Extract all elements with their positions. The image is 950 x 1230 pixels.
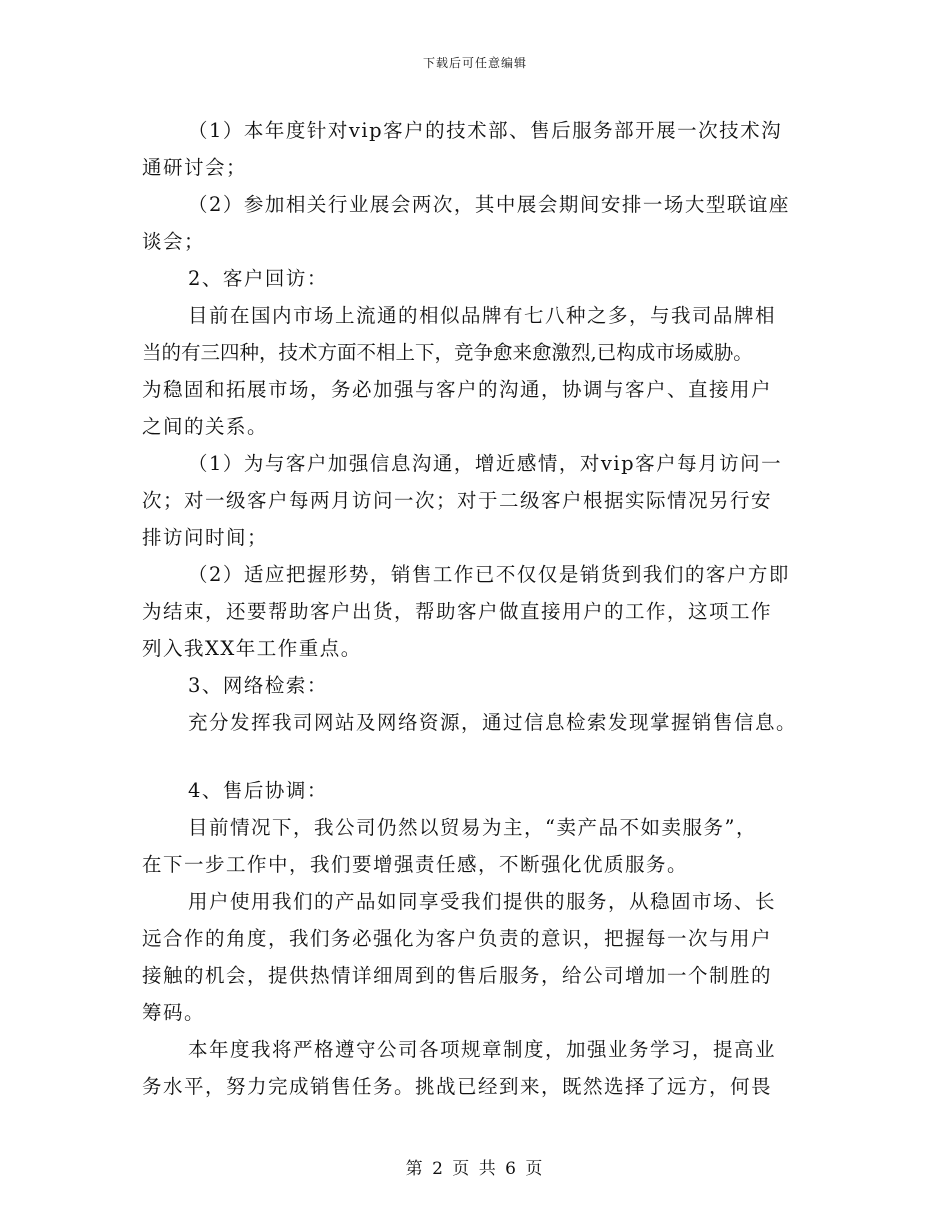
text-line: 接触的机会，提供热情详细周到的售后服务，给公司增加一个制胜的 [142, 964, 773, 987]
text-line: 充分发挥我司网站及网络资源，通过信息检索发现掌握销售信息。 [188, 711, 798, 734]
text-line: 谈会； [142, 230, 206, 253]
text-line: （2）参加相关行业展会两次，其中展会期间安排一场大型联谊座 [188, 193, 790, 216]
text-line: 目前在国内市场上流通的相似品牌有七八种之多，与我司品牌相 [188, 304, 777, 327]
text-line: 为稳固和拓展市场，务必加强与客户的沟通，协调与客户、直接用户 [142, 378, 773, 401]
text-line: 排访问时间； [142, 526, 269, 549]
text-line: （1）本年度针对vip客户的技术部、售后服务部开展一次技术沟 [188, 119, 783, 142]
section-heading: 4、售后协调： [188, 779, 328, 802]
text-line: 远合作的角度，我们务必强化为客户负责的意识，把握每一次与用户 [142, 927, 773, 950]
text-line: 当的有三四种，技术方面不相上下，竞争愈来愈激烈,已构成市场威胁。 [142, 341, 753, 364]
text-line: 筹码。 [142, 1001, 206, 1024]
text-line: 目前情况下，我公司仍然以贸易为主，“卖产品不如卖服务”， [188, 816, 757, 839]
text-line: 务水平，努力完成销售任务。挑战已经到来，既然选择了远方，何畏 [142, 1075, 773, 1098]
text-line: （1）为与客户加强信息沟通，增近感情，对vip客户每月访问一 [188, 452, 783, 475]
text-line: 在下一步工作中，我们要增强责任感，不断强化优质服务。 [142, 853, 689, 876]
text-line: 次；对一级客户每两月访问一次；对于二级客户根据实际情况另行安 [142, 489, 773, 512]
page-header: 下载后可任意编辑 [422, 56, 527, 70]
text-line: 用户使用我们的产品如同享受我们提供的服务，从稳固市场、长 [188, 890, 777, 913]
section-heading: 3、网络检索： [188, 674, 328, 697]
page-footer: 第 2 页 共 6 页 [405, 1159, 545, 1179]
text-line: 通研讨会； [142, 156, 248, 179]
section-heading: 2、客户回访： [188, 267, 328, 290]
text-line: 本年度我将严格遵守公司各项规章制度，加强业务学习，提高业 [188, 1038, 777, 1061]
text-line: 列入我XX年工作重点。 [142, 637, 362, 660]
text-line: 为结束，还要帮助客户出货，帮助客户做直接用户的工作，这项工作 [142, 600, 773, 623]
text-line: （2）适应把握形势，销售工作已不仅仅是销货到我们的客户方即 [188, 563, 790, 586]
text-line: 之间的关系。 [142, 415, 269, 438]
